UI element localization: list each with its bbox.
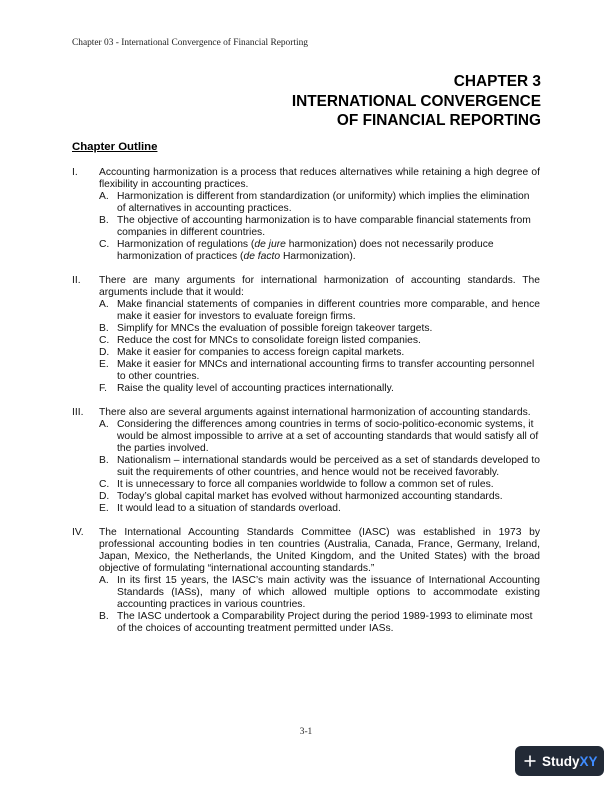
item-text: The objective of accounting harmonization is to have comparable financial statements from companies in different countries. [117, 215, 531, 238]
sub-item [99, 323, 540, 335]
item-text: Make financial statements of companies in different countries more comparable, and hence make it easier for investors to evaluate foreign firms. [117, 299, 540, 322]
sub-item [99, 479, 540, 491]
item-letter: C. [99, 335, 110, 346]
sub-item [99, 191, 540, 215]
chapter-outline [72, 167, 540, 647]
item-text: In its first 15 years, the IASC’s main activity was the issuance of International Accounting Standards (IASs), many of which allowed multiple options to accommodate existing accounting practices in various countries. [117, 575, 540, 610]
section-numeral: III. [72, 407, 84, 418]
section-numeral: I. [72, 167, 78, 178]
item-letter: B. [99, 611, 109, 622]
outline-section-4 [72, 527, 540, 635]
item-text: It would lead to a situation of standards overload. [117, 503, 341, 514]
text-run: harmonization) does not necessarily produce harmonization of practices ( [117, 239, 494, 262]
sub-list [99, 191, 540, 263]
item-text: Make it easier for MNCs and international accounting firms to transfer accounting personnel to other countries. [117, 359, 535, 382]
page-number: 3-1 [299, 727, 313, 737]
item-text: Harmonization is different from standardization (or uniformity) which implies the elimination of alternatives in accounting practices. [117, 191, 530, 214]
item-letter: B. [99, 455, 109, 466]
item-text [117, 239, 540, 263]
chapter-title [71, 72, 541, 131]
section-text: Accounting harmonization is a process that reduces alternatives while retaining a high degree of flexibility in accounting practices. [99, 167, 540, 190]
sub-item [99, 575, 540, 611]
sub-list [99, 299, 540, 395]
item-letter: E. [99, 359, 109, 370]
item-text: Simplify for MNCs the evaluation of possible foreign takeover targets. [117, 323, 433, 334]
sub-item [99, 455, 540, 479]
outline-section-2 [72, 275, 540, 395]
item-letter: D. [99, 347, 110, 358]
item-letter: A. [99, 299, 109, 310]
chapter-title-line-1: CHAPTER 3 [453, 73, 541, 90]
section-numeral: II. [72, 275, 81, 286]
item-letter: B. [99, 323, 109, 334]
sub-item [99, 239, 540, 263]
plus-icon [524, 755, 536, 767]
item-letter: C. [99, 239, 110, 250]
item-text: Nationalism – international standards would be perceived as a set of standards developed to suit the requirements of other countries, and hence would not be received favorably. [117, 455, 540, 478]
section-text: The International Accounting Standards Committee (IASC) was established in 1973 by professional accounting bodies in ten countries (Australia, Canada, France, Germany, Ireland, Japan, Mexico, the Netherlands, the United Kingdom, and the United States) with the broad objective of formulating “international accounting standards.” [99, 527, 540, 574]
item-letter: A. [99, 191, 109, 202]
sub-item [99, 299, 540, 323]
sub-item [99, 503, 540, 515]
sub-item [99, 611, 540, 635]
sub-item [99, 347, 540, 359]
brand-accent: XY [579, 753, 598, 769]
item-text: Raise the quality level of accounting practices internationally. [117, 383, 394, 394]
chapter-title-line-2: INTERNATIONAL CONVERGENCE [291, 92, 541, 110]
sub-item [99, 359, 540, 383]
outline-section-1 [72, 167, 540, 263]
section-numeral: IV. [72, 527, 84, 538]
item-text: Considering the differences among countries in terms of socio-politico-economic systems, it would be almost impossible to arrive at a set of accounting standards that would satisfy all of the parties involved. [117, 419, 539, 454]
item-letter: A. [99, 575, 109, 586]
sub-item [99, 491, 540, 503]
italic-term-de-jure: de jure [254, 239, 286, 250]
sub-item [99, 419, 540, 455]
item-letter: D. [99, 491, 110, 502]
item-letter: F. [99, 383, 108, 394]
item-letter: C. [99, 479, 110, 490]
outline-heading: Chapter Outline [72, 141, 158, 153]
italic-term-de-facto: de facto [243, 251, 281, 262]
item-text: The IASC undertook a Comparability Project during the period 1989-1993 to eliminate most of the choices of accounting treatment permitted under IASs. [117, 611, 533, 634]
outline-section-3 [72, 407, 540, 515]
item-text: Make it easier for companies to access foreign capital markets. [117, 347, 405, 358]
sub-list [99, 419, 540, 515]
sub-item [99, 383, 540, 395]
item-letter: A. [99, 419, 109, 430]
studyxy-badge[interactable] [515, 746, 604, 776]
text-run: Harmonization). [280, 251, 356, 262]
brand-name: Study [542, 753, 580, 769]
section-text: There are many arguments for international harmonization of accounting standards. The arguments include that it would: [99, 275, 540, 298]
text-run: Harmonization of regulations ( [117, 239, 255, 250]
item-text: It is unnecessary to force all companies worldwide to follow a common set of rules. [117, 479, 494, 490]
item-text: Reduce the cost for MNCs to consolidate foreign listed companies. [117, 335, 421, 346]
chapter-title-line-3: OF FINANCIAL REPORTING [336, 112, 541, 129]
sub-item [99, 335, 540, 347]
item-letter: B. [99, 215, 109, 226]
item-letter: E. [99, 503, 109, 514]
running-header: Chapter 03 - International Convergence of Financial Reporting [72, 38, 308, 48]
item-text: Today’s global capital market has evolved without harmonized accounting standards. [117, 491, 503, 502]
sub-list [99, 575, 540, 635]
sub-item [99, 215, 540, 239]
section-text: There also are several arguments against international harmonization of accounting standards. [99, 407, 531, 418]
